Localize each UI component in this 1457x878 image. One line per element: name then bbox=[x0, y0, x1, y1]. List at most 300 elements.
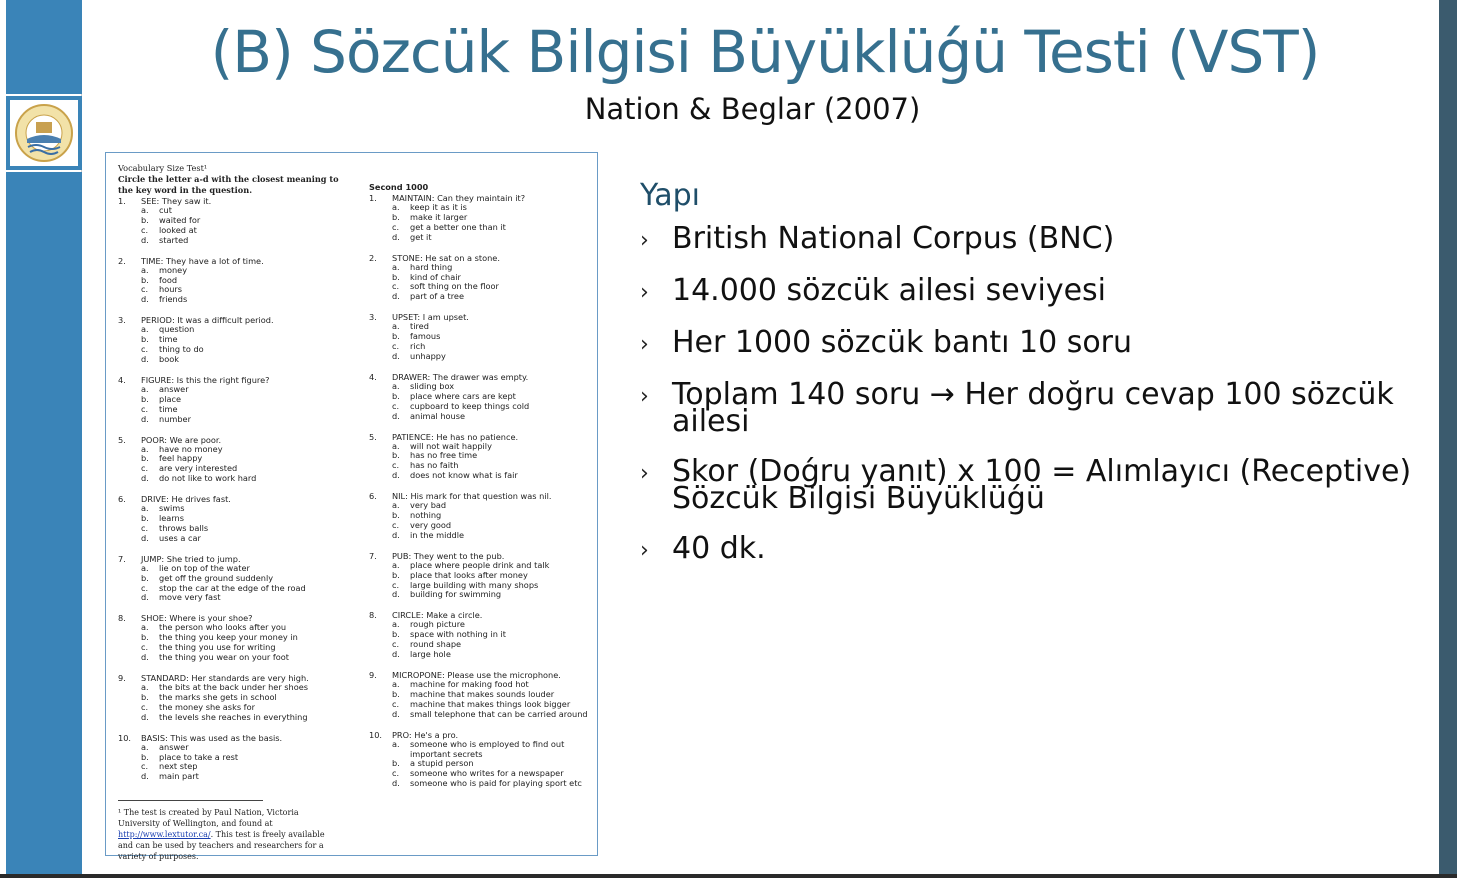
option-letter: b. bbox=[392, 569, 400, 580]
question-item bbox=[369, 730, 594, 790]
option-letter: c. bbox=[392, 698, 400, 709]
answer-option bbox=[369, 710, 594, 720]
left-band-bottom bbox=[6, 172, 82, 878]
answer-option bbox=[369, 322, 594, 332]
option-text: very bad bbox=[410, 500, 447, 511]
slide-subtitle: Nation & Beglar (2007) bbox=[584, 92, 921, 126]
option-text: the money she asks for bbox=[159, 701, 255, 712]
option-letter: a. bbox=[392, 202, 400, 212]
option-text: started bbox=[159, 234, 189, 245]
question-number: 1. bbox=[118, 196, 126, 206]
bullet-list bbox=[640, 221, 1420, 566]
answer-option bbox=[369, 282, 594, 292]
question-text: JUMP: She tried to jump. bbox=[141, 553, 241, 564]
option-text: cut bbox=[159, 205, 172, 215]
question-text: TIME: They have a lot of time. bbox=[141, 255, 264, 266]
answer-option bbox=[118, 772, 343, 782]
option-text: very good bbox=[410, 519, 452, 530]
option-letter: c. bbox=[141, 642, 149, 653]
bullet-chevron-icon: › bbox=[640, 461, 649, 486]
option-text: thing to do bbox=[159, 344, 204, 355]
option-letter: b. bbox=[141, 453, 149, 464]
right-sidebar bbox=[1439, 0, 1457, 878]
option-letter: a. bbox=[141, 443, 149, 454]
option-letter: b. bbox=[141, 632, 149, 643]
option-text: get off the ground suddenly bbox=[159, 572, 274, 583]
question-text: PUB: They went to the pub. bbox=[392, 550, 505, 561]
vocabulary-test-image bbox=[105, 152, 598, 861]
option-letter: a. bbox=[141, 264, 149, 275]
question-item bbox=[118, 196, 343, 246]
question-stem bbox=[369, 372, 594, 382]
option-text: money bbox=[159, 264, 188, 275]
question-number: 4. bbox=[118, 374, 126, 385]
answer-option bbox=[369, 779, 594, 789]
bullet-chevron-icon: › bbox=[640, 280, 649, 305]
question-stem bbox=[118, 196, 343, 206]
question-text: UPSET: I am upset. bbox=[392, 312, 469, 323]
option-text: number bbox=[159, 413, 191, 424]
option-letter: a. bbox=[392, 440, 400, 451]
option-text: machine for making food hot bbox=[410, 679, 529, 689]
option-letter: a. bbox=[141, 383, 149, 394]
question-item bbox=[369, 551, 594, 601]
option-text: feel happy bbox=[159, 453, 203, 464]
question-item bbox=[118, 315, 343, 365]
question-stem bbox=[118, 315, 343, 325]
option-letter: a. bbox=[392, 500, 400, 511]
answer-option bbox=[369, 332, 594, 342]
answer-option bbox=[118, 504, 343, 514]
option-letter: b. bbox=[141, 274, 149, 285]
panel-heading: Yapı bbox=[640, 178, 700, 213]
question-text: NIL: His mark for that question was nil. bbox=[392, 491, 552, 502]
question-number: 1. bbox=[369, 193, 377, 203]
option-letter: c. bbox=[392, 281, 400, 292]
footnote-text-pre: ¹ The test is created by Paul Nation, Victoria University of Wellington, and found at bbox=[118, 808, 299, 828]
option-letter: d. bbox=[141, 294, 149, 305]
bullet-text: Her 1000 sözcük bantı 10 soru bbox=[672, 325, 1133, 360]
question-item bbox=[369, 372, 594, 422]
question-stem bbox=[118, 256, 343, 266]
option-text: in the middle bbox=[410, 529, 465, 540]
option-text: have no money bbox=[159, 443, 223, 454]
answer-option bbox=[369, 402, 594, 412]
question-item bbox=[118, 554, 343, 604]
option-text: the thing you wear on your foot bbox=[159, 652, 289, 663]
option-letter: c. bbox=[392, 400, 400, 411]
option-text: part of a tree bbox=[410, 291, 464, 302]
question-item bbox=[118, 673, 343, 723]
question-text: DRIVE: He drives fast. bbox=[141, 494, 231, 505]
question-stem bbox=[369, 193, 594, 203]
answer-option bbox=[369, 531, 594, 541]
answer-option bbox=[118, 534, 343, 544]
option-text: famous bbox=[410, 331, 441, 342]
answer-option bbox=[369, 223, 594, 233]
option-text: does not know what is fair bbox=[410, 470, 518, 481]
answer-option bbox=[369, 501, 594, 511]
answer-option bbox=[118, 753, 343, 763]
question-number: 3. bbox=[118, 315, 126, 326]
question-stem bbox=[369, 491, 594, 501]
university-logo bbox=[6, 96, 82, 170]
question-item bbox=[369, 312, 594, 362]
question-text: BASIS: This was used as the basis. bbox=[141, 732, 283, 743]
question-number: 10. bbox=[369, 729, 383, 740]
option-text: throws balls bbox=[159, 522, 209, 533]
question-stem bbox=[369, 312, 594, 322]
option-text: rich bbox=[410, 341, 426, 352]
option-letter: a. bbox=[392, 559, 400, 570]
bullet-chevron-icon: › bbox=[640, 228, 649, 253]
option-letter: a. bbox=[141, 622, 149, 633]
question-item bbox=[369, 491, 594, 541]
option-letter: b. bbox=[141, 214, 149, 225]
option-text: answer bbox=[159, 741, 189, 752]
question-text: STANDARD: Her standards are very high. bbox=[141, 673, 309, 683]
bullet-text: British National Corpus (BNC) bbox=[672, 221, 1115, 256]
option-letter: c. bbox=[392, 639, 400, 650]
answer-option bbox=[369, 740, 594, 760]
option-text: someone who writes for a newspaper bbox=[410, 768, 564, 779]
option-text: has no free time bbox=[410, 450, 478, 461]
question-item bbox=[118, 256, 343, 306]
answer-option bbox=[369, 263, 594, 273]
option-text: move very fast bbox=[159, 592, 221, 603]
option-text: someone who is paid for playing sport etc bbox=[410, 778, 582, 789]
answer-option bbox=[118, 385, 343, 395]
answer-option bbox=[118, 395, 343, 405]
option-text: hard thing bbox=[410, 261, 453, 272]
answer-option bbox=[118, 593, 343, 603]
option-text: machine that makes things look bigger bbox=[410, 698, 571, 709]
option-text: are very interested bbox=[159, 463, 238, 474]
answer-option bbox=[369, 442, 594, 452]
answer-option bbox=[369, 471, 594, 481]
option-letter: d. bbox=[392, 231, 400, 242]
question-number: 7. bbox=[369, 550, 377, 561]
option-letter: d. bbox=[141, 592, 149, 603]
question-stem bbox=[118, 733, 343, 743]
answer-option bbox=[118, 584, 343, 594]
answer-option bbox=[118, 474, 343, 484]
option-text: time bbox=[159, 403, 178, 414]
question-item bbox=[369, 432, 594, 482]
bullet-chevron-icon: › bbox=[640, 538, 649, 563]
bullet-text: Skor (Doǵru yanıt) x 100 = Alımlayıcı (Receptive) Sözcük Bilgisi Büyüklüǵü bbox=[672, 454, 1412, 516]
question-stem bbox=[369, 610, 594, 620]
answer-option bbox=[369, 511, 594, 521]
answer-option bbox=[369, 412, 594, 422]
option-text: waited for bbox=[159, 214, 201, 225]
bullet-chevron-icon: › bbox=[640, 384, 649, 409]
option-letter: c. bbox=[141, 403, 149, 414]
question-number: 5. bbox=[369, 431, 377, 442]
answer-option bbox=[118, 295, 343, 305]
doc-right-column bbox=[369, 163, 594, 799]
answer-option bbox=[118, 325, 343, 335]
question-text: PRO: He's a pro. bbox=[392, 729, 459, 740]
bullet-text: 40 dk. bbox=[672, 531, 766, 566]
option-text: cupboard to keep things cold bbox=[410, 400, 530, 411]
option-letter: d. bbox=[392, 529, 400, 540]
doc-title: Vocabulary Size Test¹ bbox=[118, 163, 208, 173]
bullet-item bbox=[640, 221, 1420, 256]
option-text: tired bbox=[410, 321, 429, 332]
option-text: kind of chair bbox=[410, 271, 461, 282]
option-letter: a. bbox=[141, 503, 149, 514]
doc-instruction: Circle the letter a-d with the closest meaning to the key word in the question. bbox=[118, 174, 339, 195]
option-letter: b. bbox=[392, 211, 400, 222]
question-number: 2. bbox=[118, 255, 126, 266]
question-text: POOR: We are poor. bbox=[141, 434, 222, 445]
option-letter: a. bbox=[392, 679, 400, 689]
option-letter: b. bbox=[141, 334, 149, 345]
answer-option bbox=[369, 521, 594, 531]
bullet-text: 14.000 sözcük ailesi seviyesi bbox=[672, 273, 1107, 308]
option-letter: d. bbox=[392, 778, 400, 789]
option-text: rough picture bbox=[410, 619, 465, 630]
question-text: PATIENCE: He has no patience. bbox=[392, 431, 519, 442]
option-letter: d. bbox=[392, 291, 400, 302]
option-letter: d. bbox=[141, 532, 149, 543]
answer-option bbox=[118, 514, 343, 524]
question-item bbox=[369, 253, 594, 303]
question-stem bbox=[118, 375, 343, 385]
option-text: building for swimming bbox=[410, 589, 502, 600]
answer-option bbox=[118, 762, 343, 772]
answer-option bbox=[369, 630, 594, 640]
option-text: place where cars are kept bbox=[410, 390, 516, 401]
option-text: space with nothing in it bbox=[410, 629, 507, 640]
option-letter: d. bbox=[392, 470, 400, 481]
option-text: place where people drink and talk bbox=[410, 559, 550, 570]
option-text: place bbox=[159, 393, 182, 404]
answer-option bbox=[369, 640, 594, 650]
option-text: round shape bbox=[410, 639, 462, 650]
answer-option bbox=[118, 345, 343, 355]
option-text: time bbox=[159, 334, 178, 345]
question-text: MAINTAIN: Can they maintain it? bbox=[392, 193, 526, 203]
question-number: 6. bbox=[118, 494, 126, 505]
option-text: large building with many shops bbox=[410, 579, 539, 590]
option-text: next step bbox=[159, 761, 198, 772]
option-letter: a. bbox=[141, 324, 149, 335]
question-item bbox=[369, 670, 594, 720]
bullet-item bbox=[640, 273, 1420, 308]
doc-left-questions bbox=[118, 196, 343, 782]
answer-option bbox=[118, 653, 343, 663]
question-stem bbox=[369, 432, 594, 442]
option-letter: a. bbox=[141, 562, 149, 573]
question-number: 9. bbox=[369, 670, 377, 680]
option-letter: a. bbox=[392, 261, 400, 272]
answer-option bbox=[118, 285, 343, 295]
answer-option bbox=[369, 342, 594, 352]
answer-option bbox=[118, 355, 343, 365]
question-item bbox=[118, 733, 343, 783]
question-text: MICROPONE: Please use the microphone. bbox=[392, 670, 561, 680]
option-letter: d. bbox=[392, 410, 400, 421]
answer-option bbox=[118, 236, 343, 246]
option-text: learns bbox=[159, 513, 185, 524]
option-letter: b. bbox=[141, 691, 149, 702]
option-letter: a. bbox=[141, 205, 149, 215]
answer-option bbox=[369, 233, 594, 243]
option-text: soft thing on the floor bbox=[410, 281, 499, 292]
question-text: STONE: He sat on a stone. bbox=[392, 252, 500, 263]
answer-option bbox=[118, 216, 343, 226]
bullet-item bbox=[640, 377, 1420, 439]
slide-title: (B) Sözcük Bilgisi Büyüklüǵü Testi (VST) bbox=[210, 18, 1320, 86]
option-text: large hole bbox=[410, 649, 451, 660]
option-letter: a. bbox=[392, 738, 400, 749]
question-number: 4. bbox=[369, 371, 377, 382]
question-text: PERIOD: It was a difficult period. bbox=[141, 315, 274, 326]
option-text: the bits at the back under her shoes bbox=[159, 682, 309, 692]
answer-option bbox=[369, 590, 594, 600]
answer-option bbox=[369, 650, 594, 660]
question-number: 2. bbox=[369, 252, 377, 263]
bullet-item bbox=[640, 531, 1420, 566]
option-letter: b. bbox=[392, 758, 400, 769]
option-letter: b. bbox=[141, 572, 149, 583]
option-text: uses a car bbox=[159, 532, 201, 543]
option-letter: d. bbox=[141, 652, 149, 663]
question-item bbox=[118, 494, 343, 544]
option-text: answer bbox=[159, 383, 189, 394]
answer-option bbox=[369, 203, 594, 213]
option-letter: c. bbox=[392, 768, 400, 779]
option-text: keep it as it is bbox=[410, 202, 467, 212]
option-text: get a better one than it bbox=[410, 221, 506, 232]
option-letter: c. bbox=[392, 341, 400, 352]
answer-option bbox=[118, 335, 343, 345]
option-text: animal house bbox=[410, 410, 466, 421]
bullet-item bbox=[640, 325, 1420, 360]
option-text: the thing you use for writing bbox=[159, 642, 276, 653]
option-text: main part bbox=[159, 771, 199, 782]
content-panel bbox=[640, 178, 1420, 587]
answer-option bbox=[369, 451, 594, 461]
option-text: machine that makes sounds louder bbox=[410, 688, 555, 699]
question-text: DRAWER: The drawer was empty. bbox=[392, 371, 529, 382]
question-stem bbox=[118, 435, 343, 445]
option-letter: c. bbox=[392, 460, 400, 471]
answer-option bbox=[118, 713, 343, 723]
option-text: place to take a rest bbox=[159, 751, 239, 762]
answer-option bbox=[118, 415, 343, 425]
doc-footnote bbox=[118, 807, 336, 862]
question-stem bbox=[118, 494, 343, 504]
question-number: 10. bbox=[118, 732, 132, 743]
option-letter: b. bbox=[141, 751, 149, 762]
bullet-chevron-icon: › bbox=[640, 332, 649, 357]
doc-left-column bbox=[118, 163, 343, 792]
question-number: 3. bbox=[369, 312, 377, 323]
option-letter: a. bbox=[392, 321, 400, 332]
doc-section-heading: Second 1000 bbox=[369, 182, 429, 192]
answer-option bbox=[369, 352, 594, 362]
footnote-link[interactable]: http://www.lextutor.ca/ bbox=[118, 830, 211, 839]
option-text: place that looks after money bbox=[410, 569, 528, 580]
option-letter: d. bbox=[141, 771, 149, 782]
option-letter: c. bbox=[141, 224, 149, 235]
option-letter: c. bbox=[141, 582, 149, 593]
option-text: will not wait happily bbox=[410, 440, 492, 451]
option-letter: d. bbox=[141, 353, 149, 364]
question-number: 5. bbox=[118, 434, 126, 445]
option-letter: b. bbox=[392, 271, 400, 282]
footnote-divider bbox=[118, 800, 263, 801]
option-letter: b. bbox=[141, 393, 149, 404]
answer-option bbox=[118, 405, 343, 415]
option-text: food bbox=[159, 274, 178, 285]
option-letter: c. bbox=[392, 221, 400, 232]
question-text: CIRCLE: Make a circle. bbox=[392, 610, 483, 621]
option-letter: b. bbox=[392, 390, 400, 401]
option-text: get it bbox=[410, 231, 432, 242]
option-text: the thing you keep your money in bbox=[159, 632, 298, 643]
bullet-text: Toplam 140 soru → Her doğru cevap 100 sözcük ailesi bbox=[672, 377, 1394, 439]
answer-option bbox=[369, 292, 594, 302]
question-text: SHOE: Where is your shoe? bbox=[141, 613, 253, 624]
option-text: looked at bbox=[159, 224, 197, 235]
question-text: SEE: They saw it. bbox=[141, 196, 212, 206]
option-text: swims bbox=[159, 503, 185, 514]
bottom-border bbox=[0, 874, 1457, 878]
option-text: sliding box bbox=[410, 380, 455, 391]
option-letter: c. bbox=[392, 579, 400, 590]
option-letter: c. bbox=[141, 344, 149, 355]
option-letter: a. bbox=[392, 380, 400, 391]
option-letter: c. bbox=[141, 284, 149, 295]
option-letter: d. bbox=[141, 413, 149, 424]
option-letter: c. bbox=[141, 522, 149, 533]
question-item bbox=[118, 375, 343, 425]
question-item bbox=[369, 610, 594, 660]
question-number: 6. bbox=[369, 491, 377, 502]
option-text: friends bbox=[159, 294, 188, 305]
option-letter: d. bbox=[392, 649, 400, 660]
question-item bbox=[118, 613, 343, 663]
option-text: small telephone that can be carried around bbox=[410, 708, 588, 719]
option-letter: b. bbox=[392, 688, 400, 699]
option-text: lie on top of the water bbox=[159, 562, 250, 573]
answer-option bbox=[118, 276, 343, 286]
option-text: book bbox=[159, 353, 179, 364]
option-letter: b. bbox=[392, 629, 400, 640]
option-text: nothing bbox=[410, 510, 442, 521]
question-stem bbox=[369, 253, 594, 263]
option-text: stop the car at the edge of the road bbox=[159, 582, 306, 593]
option-text: question bbox=[159, 324, 195, 335]
option-text: the marks she gets in school bbox=[159, 691, 277, 702]
question-number: 8. bbox=[118, 613, 126, 624]
trakya-logo-icon bbox=[14, 103, 74, 163]
option-letter: b. bbox=[392, 510, 400, 521]
option-letter: d. bbox=[392, 350, 400, 361]
option-text: make it larger bbox=[410, 211, 468, 222]
question-number: 8. bbox=[369, 610, 377, 621]
answer-option bbox=[118, 524, 343, 534]
answer-option bbox=[118, 206, 343, 216]
bullet-item bbox=[640, 454, 1420, 516]
option-letter: b. bbox=[392, 331, 400, 342]
option-text: the person who looks after you bbox=[159, 622, 287, 633]
question-item bbox=[118, 435, 343, 485]
